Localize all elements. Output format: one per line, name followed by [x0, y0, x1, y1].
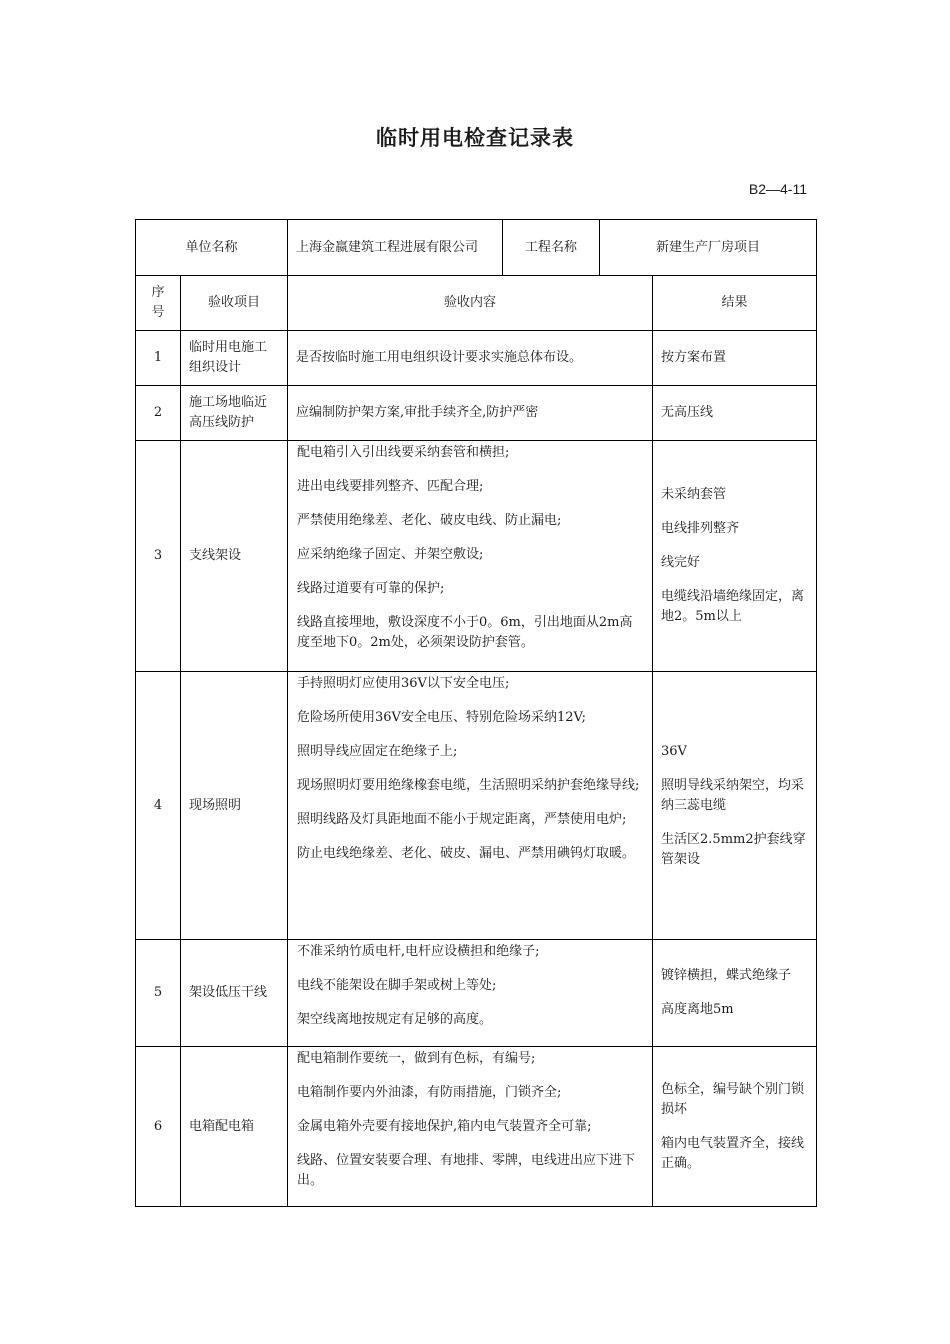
- table-row: [136, 441, 817, 672]
- col-header-seq: 序号: [136, 276, 181, 331]
- row-item: 现场照明: [181, 672, 288, 940]
- col-header-content: 验收内容: [288, 276, 653, 331]
- content-line: 照明导线应固定在绝缘子上;: [297, 744, 458, 759]
- result-line: 高度离地5m: [661, 1002, 734, 1017]
- result-line: 电缆线沿墙绝缘固定，离地2。5m以上: [661, 589, 805, 624]
- row-item: 支线架设: [181, 441, 288, 672]
- col-header-result: 结果: [653, 276, 817, 331]
- content-line: 防止电线绝缘差、老化、破皮、漏电、严禁用碘钨灯取暖。: [297, 846, 636, 861]
- row-number: 2: [136, 386, 181, 441]
- row-result: [653, 386, 817, 441]
- content-line: 电箱制作要内外油漆，有防雨措施，门锁齐全;: [297, 1085, 562, 1100]
- result-line: 生活区2.5mm2护套线穿管架设: [661, 831, 806, 867]
- row-content: [288, 386, 653, 441]
- row-number: 1: [136, 331, 181, 386]
- content-line: 进出电线要排列整齐、匹配合理;: [297, 479, 484, 494]
- result-line: 电线排列整齐: [661, 521, 740, 536]
- row-item: 架设低压干线: [181, 940, 288, 1047]
- row-result: [653, 940, 817, 1047]
- unit-name-label: 单位名称: [136, 220, 288, 276]
- content-line: 线路、位置安装要合理、有地排、零牌，电线进出应下进下出。: [297, 1153, 636, 1188]
- row-number: 4: [136, 672, 181, 940]
- row-result: [653, 1047, 817, 1207]
- content-line: 配电箱引入引出线要采纳套管和横担;: [297, 445, 510, 460]
- unit-name-value: 上海金嬴建筑工程进展有限公司: [288, 220, 503, 276]
- result-line: 色标全，编号缺个别门锁损坏: [661, 1081, 805, 1117]
- result-line: 未采纳套管: [661, 487, 727, 502]
- table-row: [136, 672, 817, 940]
- project-name-label: 工程名称: [503, 220, 600, 276]
- page-title: 临时用电检查记录表: [376, 126, 574, 150]
- content-line: 应编制防护架方案,审批手续齐全,防护严密: [296, 405, 539, 420]
- row-result: [653, 441, 817, 672]
- content-line: 金属电箱外壳要有接地保护,箱内电气装置齐全可靠;: [297, 1119, 592, 1134]
- header-row: [136, 220, 817, 276]
- content-line: 线路过道要有可靠的保护;: [297, 581, 445, 596]
- column-header-row: [136, 276, 817, 331]
- content-line: 线路直接埋地，敷设深度不小于0。6m，引出地面从2m高度至地下0。2m处，必须架设防护套管。: [297, 615, 633, 650]
- table-row: [136, 1047, 817, 1207]
- content-line: 严禁使用绝缘差、老化、破皮电线、防止漏电;: [297, 513, 562, 528]
- inspection-table: [135, 219, 817, 1207]
- content-line: 不准采纳竹质电杆,电杆应设横担和绝缘子;: [297, 944, 540, 959]
- result-line: 无高压线: [661, 405, 714, 420]
- row-content: [288, 940, 653, 1047]
- row-content: [288, 331, 653, 386]
- row-result: [653, 672, 817, 940]
- result-line: 照明导线采纳架空，均采纳三蕊电缆: [661, 777, 805, 813]
- table-row: [136, 940, 817, 1047]
- content-line: 危险场所使用36V安全电压、特别危险场采纳12V;: [297, 710, 586, 725]
- form-code: B2—4-11: [748, 181, 807, 197]
- result-line: 箱内电气装置齐全，接线正确。: [661, 1135, 805, 1171]
- content-line: 现场照明灯要用绝缘橡套电缆，生活照明采纳护套绝缘导线;: [297, 778, 640, 793]
- row-content: [288, 441, 653, 672]
- col-header-item: 验收项目: [181, 276, 288, 331]
- row-result: [653, 331, 817, 386]
- table-row: [136, 331, 817, 386]
- row-number: 3: [136, 441, 181, 672]
- row-number: 5: [136, 940, 181, 1047]
- content-line: 应采纳绝缘子固定、并架空敷设;: [297, 547, 484, 562]
- table-row: [136, 386, 817, 441]
- row-number: 6: [136, 1047, 181, 1207]
- row-content: [288, 672, 653, 940]
- row-item: 电箱配电箱: [181, 1047, 288, 1207]
- result-line: 36V: [661, 743, 687, 759]
- row-item: 临时用电施工组织设计: [181, 331, 288, 386]
- content-line: 架空线离地按规定有足够的高度。: [297, 1012, 493, 1027]
- project-name-value: 新建生产厂房项目: [600, 220, 817, 276]
- content-line: 电线不能架设在脚手架或树上等处;: [297, 978, 497, 993]
- content-line: 是否按临时施工用电组织设计要求实施总体布设。: [296, 350, 583, 365]
- content-line: 手持照明灯应使用36V以下安全电压;: [297, 676, 510, 691]
- content-line: 照明线路及灯具距地面不能小于规定距离，严禁使用电炉;: [297, 812, 627, 827]
- result-line: 镀锌横担，蝶式绝缘子: [661, 968, 792, 983]
- content-line: 配电箱制作要统一，做到有色标，有编号;: [297, 1051, 536, 1066]
- row-item: 施工场地临近高压线防护: [181, 386, 288, 441]
- result-line: 按方案布置: [661, 350, 727, 365]
- result-line: 线完好: [661, 555, 701, 570]
- row-content: [288, 1047, 653, 1207]
